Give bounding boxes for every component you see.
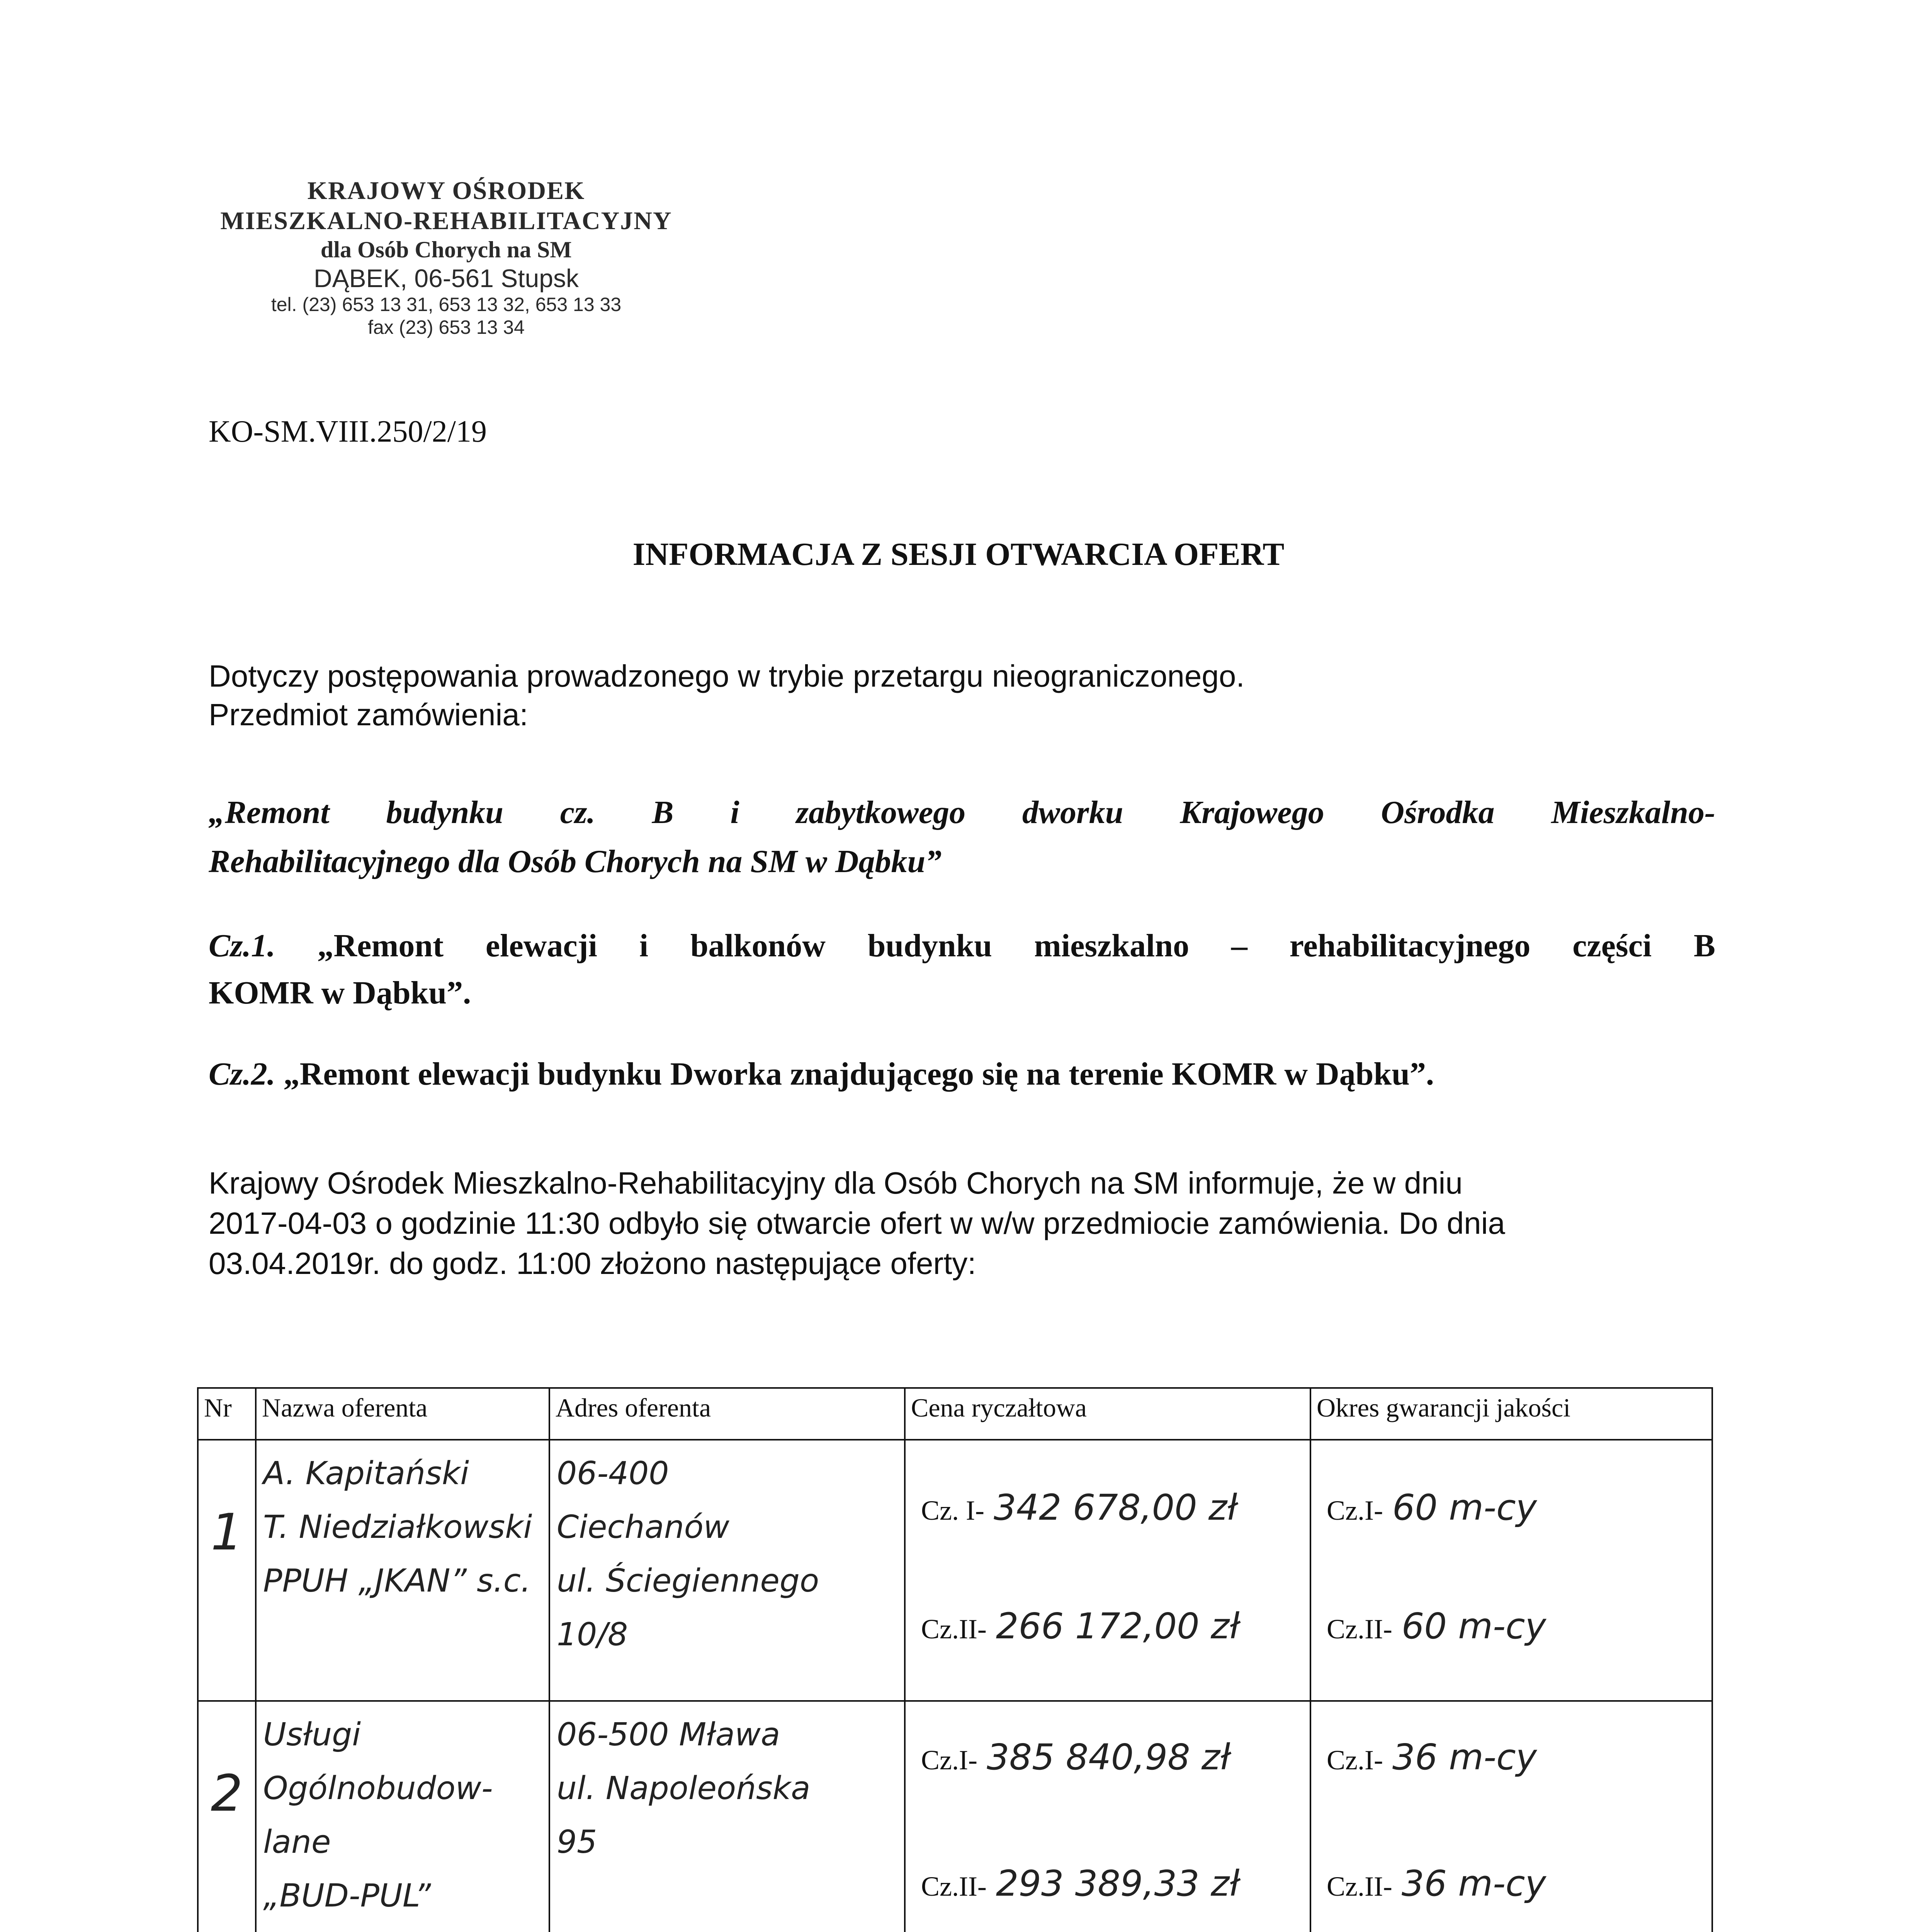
stamp-line: tel. (23) 653 13 31, 653 13 32, 653 13 33 [271, 294, 622, 316]
warranty-value: 60 m-cy [1401, 1605, 1547, 1647]
stamp-line: KRAJOWY OŚRODEK [307, 177, 585, 205]
offer-address-line: Ciechanów [557, 1509, 729, 1546]
warranty-value: 60 m-cy [1392, 1487, 1537, 1528]
offers-table [197, 1387, 1713, 1932]
offer-address-cell [549, 1701, 905, 1932]
price-line [906, 1487, 1310, 1528]
offer-name-line: Ogólnobudow- [263, 1770, 493, 1807]
offer-nr: 1 [211, 1503, 243, 1561]
table-row [198, 1701, 1712, 1932]
offer-address-line: 10/8 [557, 1616, 628, 1653]
offer-price-cell [905, 1440, 1310, 1701]
offer-name-cell [256, 1701, 549, 1932]
offer-name-line: Usługi [263, 1716, 361, 1753]
subject-line: Rehabilitacyjnego dla Osób Chorych na SM w Dąbku” [209, 844, 942, 879]
offer-name-cell [256, 1440, 549, 1701]
reference-number: KO-SM.VIII.250/2/19 [209, 415, 487, 449]
offer-address-line: ul. Napoleońska [557, 1770, 811, 1807]
part-1-title: „Remont elewacji i balkonów budynku mieszkalno – rehabilitacyjnego części B [317, 928, 1715, 964]
part-2-title: „Remont elewacji budynku Dworka znajdującego się na terenie KOMR w Dąbku”. [283, 1056, 1434, 1092]
price-value: 266 172,00 zł [996, 1605, 1240, 1647]
institution-stamp [170, 176, 722, 339]
offer-name-line [257, 1917, 548, 1932]
warranty-value: 36 m-cy [1392, 1736, 1537, 1778]
header-address: Adres oferenta [549, 1388, 905, 1440]
info-line: Krajowy Ośrodek Mieszkalno-Rehabilitacyjny dla Osób Chorych na SM informuje, że w dniu [209, 1166, 1463, 1200]
table-row [198, 1440, 1712, 1701]
intro-line: Przedmiot zamówienia: [209, 697, 528, 732]
price-label: Cz. I- [921, 1495, 984, 1526]
price-line [906, 1605, 1310, 1647]
offer-address-line: 06-500 Mława [557, 1716, 780, 1753]
info-paragraph [209, 1163, 1715, 1284]
offer-address-cell [549, 1440, 905, 1701]
warranty-line [1311, 1605, 1711, 1647]
offer-name-line: „BUD-PUL” [263, 1878, 431, 1915]
offer-nr-cell [198, 1440, 256, 1701]
warranty-line [1311, 1863, 1711, 1904]
stamp-line: DĄBEK, 06-561 Stupsk [313, 264, 579, 293]
warranty-line [1311, 1487, 1711, 1528]
part-1-line-2: KOMR w Dąbku”. [209, 975, 471, 1011]
warranty-label: Cz.II- [1327, 1871, 1392, 1902]
price-value: 293 389,33 zł [996, 1863, 1240, 1904]
price-value: 385 840,98 zł [986, 1736, 1230, 1778]
warranty-line [1311, 1736, 1711, 1778]
offer-warranty-cell [1310, 1440, 1712, 1701]
part-2-line [209, 1053, 1715, 1095]
warranty-label: Cz.II- [1327, 1614, 1392, 1645]
intro-line: Dotyczy postępowania prowadzonego w trybie przetargu nieograniczonego. [209, 659, 1245, 693]
offer-nr-cell [198, 1701, 256, 1932]
offer-name-line: A. Kapitański [263, 1455, 469, 1492]
table-header-row [198, 1388, 1712, 1440]
offer-address-line: 06-400 [557, 1455, 669, 1492]
stamp-line: fax (23) 653 13 34 [368, 316, 525, 338]
offer-name-line: PPUH „JKAN” s.c. [263, 1563, 531, 1600]
stamp-line: dla Osób Chorych na SM [320, 236, 572, 262]
offer-name-line: T. Niedziałkowski [263, 1509, 532, 1546]
subject-line: „Remont budynku cz. B i zabytkowego dworku Krajowego Ośrodka Mieszkalno- [209, 794, 1715, 830]
info-line: 03.04.2019r. do godz. 11:00 złożono następujące oferty: [209, 1246, 976, 1281]
part-1-line [209, 922, 1715, 970]
offer-address-line: ul. Ściegiennego [557, 1563, 819, 1600]
header-name: Nazwa oferenta [256, 1388, 549, 1440]
price-value: 342 678,00 zł [993, 1487, 1237, 1528]
intro-paragraph [209, 657, 1715, 734]
offer-address-line: 95 [557, 1824, 597, 1861]
price-label: Cz.II- [921, 1614, 987, 1645]
offer-nr: 2 [211, 1764, 243, 1823]
price-line [906, 1736, 1310, 1778]
header-warranty: Okres gwarancji jakości [1310, 1388, 1712, 1440]
part-2-label: Cz.2. [209, 1056, 275, 1092]
stamp-line: MIESZKALNO-REHABILITACYJNY [220, 206, 672, 235]
warranty-label: Cz.I- [1327, 1495, 1383, 1526]
offer-price-cell [905, 1701, 1310, 1932]
header-price: Cena ryczałtowa [905, 1388, 1310, 1440]
offer-name-line: lane [263, 1824, 331, 1861]
info-line: 2017-04-03 o godzinie 11:30 odbyło się otwarcie ofert w w/w przedmiocie zamówienia. Do dnia [209, 1206, 1505, 1240]
part-1-label: Cz.1. [209, 928, 275, 964]
price-line [906, 1863, 1310, 1904]
warranty-value: 36 m-cy [1401, 1863, 1547, 1904]
warranty-label: Cz.I- [1327, 1745, 1383, 1776]
price-label: Cz.II- [921, 1871, 987, 1902]
offer-warranty-cell [1310, 1701, 1712, 1932]
document-heading: INFORMACJA Z SESJI OTWARCIA OFERT [632, 536, 1285, 572]
price-label: Cz.I- [921, 1745, 977, 1776]
header-nr: Nr [198, 1388, 256, 1440]
